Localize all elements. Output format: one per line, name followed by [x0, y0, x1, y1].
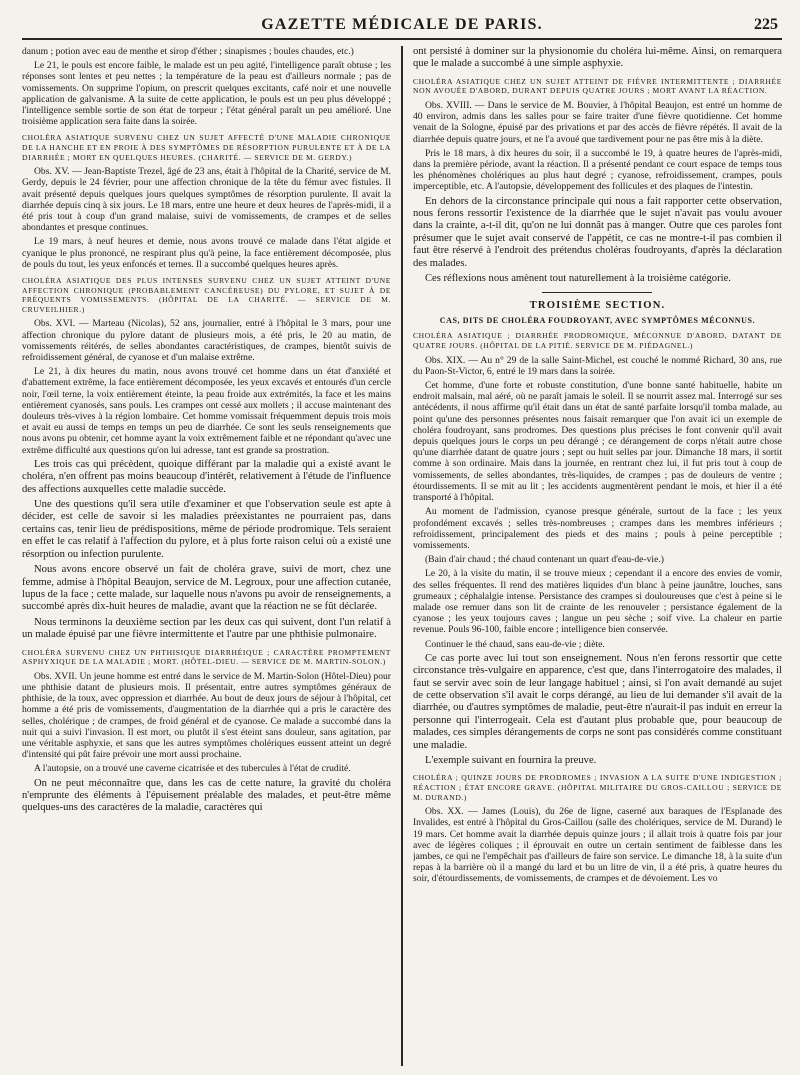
- paragraph: Pris le 18 mars, à dix heures du soir, il a succombé le 19, à quatre heures de l'après-midi, dans la première période, avant la réaction. Il a présenté pendant ce court espace de temps tous les phénomènes cholériques au plus haut degré ; cyanose, refroidissement, crampes, pouls imperceptible, etc. A l'autopsie, développement des follicules et des plaques de l'intestin.: [412, 147, 782, 193]
- paragraph: L'exemple suivant en fournira la preuve.: [424, 754, 597, 766]
- paragraph: Les trois cas qui précèdent, quoique différant par la maladie qui a existé avant le choléra, n'en offrent pas moins beaucoup d'intérêt, relativement à l'étude de l'influence des affections auxquelles cette maladie succède.: [22, 458, 392, 495]
- page-number: 225: [754, 16, 778, 33]
- paragraph: Obs. XVIII. — Dans le service de M. Bouvier, à l'hôpital Beaujon, est entré un homme de 40 environ, admis dans les salles pour se faire traiter d'une fièvre quotidienne. Cet homme venait de la Sologne, épuisé par des privations et par des accès de fièvre répétés. Il avait de la diarrhée depuis quatre jours, et ne l'a avoué que tardivement pour ne pas être mis à la diète.: [412, 100, 782, 145]
- case-heading: CHOLÉRA ASIATIQUE SURVENU CHEZ UN SUJET AFFECTÉ D'UNE MALADIE CHRONIQUE DE LA HANCHE ET EN PROIE À DES SYMPTÔMES DE RÉSORPTION PURULENTE ET À DE LA DIARRHÉE ; MORT EN QUELQUES HEURES. (CHARITÉ. — SERVICE DE M. GERDY.): [22, 133, 392, 162]
- case-heading: CHOLÉRA SURVENU CHEZ UN PHTHISIQUE DIARRHÉIQUE ; CARACTÈRE PROMPTEMENT ASPHYXIQUE DE LA MALADIE ; MORT. (HÔTEL-DIEU. — SERVICE DE M. MARTIN-SOLON.): [22, 647, 392, 667]
- paragraph: Obs. XVI. — Marteau (Nicolas), 52 ans, journalier, entré à l'hôpital le 3 mars, pour une affection chronique du pylore datant de plusieurs mois, a été pris, le 20 au matin, de vomissements réitérés, de selles abondantes caractéristiques, de crampes, bientôt suivis de refroidissement général, de cyanose et d'un malaise extrême.: [22, 318, 392, 364]
- paragraph: Continuer le thé chaud, sans eau-de-vie ; diète.: [424, 638, 605, 650]
- section-rule: [542, 292, 652, 293]
- paragraph: On ne peut méconnaître que, dans les cas de cette nature, la gravité du choléra n'emprunte des éléments à l'épuisement préalable des malades, et peut-être même quelques-uns des caractères de la maladie, caractères qui: [22, 777, 392, 814]
- paragraph: Obs. XVII. Un jeune homme est entré dans le service de M. Martin-Solon (Hôtel-Dieu) pour une phthisie datant de plusieurs mois. Il présentait, entre autres symptômes généraux de phthisie, de la toux, avec oppression et diarrhée. Au bout de deux jours de séjour à l'hôpital, cet homme a été pris de vomissements, d'augmentation de la diarrhée qui a pris le caractère des selles, cholérique ; de crampes, de froid général et de cyanose. Ce malade a succombé dans la nuit qui a suivi l'invasion. Il est mort, ou plutôt il s'est éteint sans douleur, sans agitation, par une véritable asphyxie, et sans que les autres symptômes cholériques eussent atteint un degré d'intensité qui pût faire prévoir une mort aussi prochaine.: [22, 670, 392, 761]
- text-columns: [22, 46, 782, 1066]
- paragraph: Le 21, le pouls est encore faible, le malade est un peu agité, l'intelligence paraît obtuse ; les réponses sont lentes et peu nettes ; la température de la peau est d'ailleurs normale ; pas de vomissements. On supprime l'opium, on prescrit quelques excitants, café noir et une nouvelle application de galvanisme. A la suite de cette application, le pouls est un peu plus développé ; l'intelligence semble sortie de son état de torpeur ; l'état général paraît un peu amélioré. Une troisième application sera faite dans la soirée.: [22, 60, 392, 128]
- paragraph: Obs. XV. — Jean-Baptiste Trezel, âgé de 23 ans, était à l'hôpital de la Charité, service de M. Gerdy, depuis le 24 février, pour une affection chronique de la tête du fémur avec fistules. Il avait présenté depuis quelques jours quelques symptômes de résorption purulente. Il avait la diarrhée depuis cinq à six jours. Le 18 mars, entre une heure et deux heures de l'après-midi, il a été pris tout à coup d'un grand malaise, suivi de vomissements, de crampes et de selles abondantes et presque continues.: [22, 166, 392, 234]
- journal-title: GAZETTE MÉDICALE DE PARIS.: [261, 16, 543, 33]
- paragraph: Cet homme, d'une forte et robuste constitution, d'une bonne santé habituelle, habite un endroit malsain, mal aéré, où ne paraît jamais le soleil. Il se nourrit assez mal. Interrogé sur ses antécédents, il nous affirme qu'il était dans un état de santé parfaite lorsqu'il tomba malade, au point qu'une des personnes présentes nous faisait remarquer que l'on avait ici un exemple de choléra foudroyant, sans prodromes. Des questions plus précises le font convenir qu'il avait depuis quelques jours le corps un peu dérangé ; ce dérangement de corps n'était autre chose qu'une diarrhée datant de quatre jours ; sept ou huit selles par jour. Dimanche 18 mars, il sortit comme à son ordinaire. Mais dans la journée, en rentrant chez lui, il fut pris tout à coup de vomissements, de selles abondantes, très-liquides, de crampes ; pas de douleurs de ventre ; étourdissements. Il se mit au lit ; les accidents augmentèrent pendant le mois, et hier il a été transporté à l'hôpital.: [412, 380, 782, 504]
- paragraph: Au moment de l'admission, cyanose presque générale, surtout de la face ; les yeux profondément excavés ; selles très-nombreuses ; crampes dans les membres inférieurs ; refroidissement, principalement des pieds et des mains ; pouls à peine perceptible ; vomissements.: [412, 506, 782, 551]
- paragraph: En dehors de la circonstance principale qui nous a fait rapporter cette observation, nous ferons ressortir l'existence de la diarrhée que le sujet n'avait pas voulu avouer dans la crainte, a-t-il dit, qu'on ne lui donnât pas à manger. Outre que ces paroles font présumer que le sujet avait conservé de l'appétit, ce cas ne montre-t-il pas combien il faut être réservé à l'endroit des prétendus choléras foudroyants, d'après la déclaration des malades.: [412, 195, 782, 269]
- paragraph: Ce cas porte avec lui tout son enseignement. Nous n'en ferons ressortir que cette circonstance très-vulgaire en apparence, c'est que, dans l'interrogatoire des malades, il faut se servir avec soin de leur langage habituel ; ainsi, si l'on avait demandé au sujet de cette observation s'il avait le corps dérangé, au lieu de lui demander s'il avait de la diarrhée, ou d'autres symptômes de maladie, peut-être n'aurait-il pas induit en erreur la personne qui l'interrogeait. Cela est d'autant plus probable que, pour beaucoup de malades, ces simples dérangements de corps ne sont pas considérés comme constituant une maladie.: [412, 652, 782, 751]
- case-heading: CHOLÉRA ASIATIQUE CHEZ UN SUJET ATTEINT DE FIÈVRE INTERMITTENTE ; DIARRHÉE NON AVOUÉE D'ABORD, DURANT DEPUIS QUATRE JOURS ; MORT AVANT LA RÉACTION.: [412, 76, 782, 96]
- paragraph: Le 21, à dix heures du matin, nous avons trouvé cet homme dans un état d'anxiété et d'abattement extrême, la face entièrement décomposée, les yeux excavés et entourés d'un cercle noir, l'œil terne, la voix entièrement éteinte, la peau froide aux extrémités, la face et les mains entièrement cyanosés, sans pouls. Les crampes ont cessé aux mollets ; il accuse maintenant des douleurs très-vives à la région lombaire. Cet homme vomissait fréquemment depuis trois mois et avait eu aussi de temps en temps un peu de diarrhée. Ce sont les seuls renseignements que nous avons pu obtenir, cet homme ayant la voix extrêmement faible et ne répondant qu'avec une extrême difficulté aux questions qu'on lui adresse, tant est grande sa prostration.: [22, 366, 392, 456]
- right-column: [413, 46, 782, 1066]
- paragraph: ont persisté à dominer sur la physionomie du choléra lui-même. Ainsi, on remarquera que le malade a succombé à une simple asphyxie.: [412, 46, 782, 70]
- paragraph: A l'autopsie, on a trouvé une caverne cicatrisée et des tubercules à l'état de crudité.: [34, 763, 351, 775]
- page-header: [22, 14, 782, 40]
- paragraph: Ces réflexions nous amènent tout naturellement à la troisième catégorie.: [424, 273, 731, 285]
- paragraph: Obs. XX. — James (Louis), du 26e de ligne, caserné aux baraques de l'Esplanade des Invalides, est entré à l'hôpital du Gros-Caillou (salle des cholériques, service de M. Durand) le 19 mars. Cet homme avait la diarrhée depuis quinze jours ; il allait trois à quatre fois par jour avec de légères coliques ; il éprouvait en outre un certain sentiment de faiblesse dans les jambes, ce qui ne l'empêchait pas d'ailleurs de faire son service. Le dimanche 18, à la suite d'un repas à la barrière où il a mangé du lard et bu un litre de vin, il a été pris, à quatre heures du soir, d'étourdissements, de vomissements, de crampes et de dévoiement. Les vo: [412, 806, 782, 885]
- case-heading: CHOLÉRA ASIATIQUE ; DIARRHÉE PRODROMIQUE, MÉCONNUE D'ABORD, DATANT DE QUATRE JOURS. (HÔPITAL DE LA PITIÉ. SERVICE DE M. PIÉDAGNEL.): [412, 331, 782, 351]
- case-heading: CHOLÉRA ; QUINZE JOURS DE PRODROMES ; INVASION A LA SUITE D'UNE INDIGESTION ; RÉACTION ; ÉTAT ENCORE GRAVE. (HÔPITAL MILITAIRE DU GROS-CAILLOU ; SERVICE DE M. DURAND.): [412, 773, 782, 802]
- section-subtitle: CAS, DITS DE CHOLÉRA FOUDROYANT, AVEC SYMPTÔMES MÉCONNUS.: [439, 316, 756, 326]
- paragraph: Obs. XIX. — Au n° 29 de la salle Saint-Michel, est couché le nommé Richard, 30 ans, rue du Paon-St-Victor, 6, entré le 19 mars dans la soirée.: [412, 354, 782, 377]
- paragraph: Nous avons encore observé un fait de choléra grave, suivi de mort, chez une femme, admise à l'hôpital Beaujon, service de M. Legroux, pour une affection cutanée, lupus de la face ; cette malade, sur laquelle nous n'avons pu avoir de renseignements, a succombé après dix-huit heures de maladie, avant que la réaction ne se fût déclarée.: [22, 564, 392, 613]
- paragraph: Une des questions qu'il sera utile d'examiner et que l'observation seule est apte à décider, est celle de savoir si les maladies préexistantes ne pourraient pas, dans certains cas, tenir lieu de prédispositions, même de période prodromique. Tels seraient en effet le cas relatif à l'affection du pylore, et à plus forte raison celui où a existé une résorption ou infection purulente.: [22, 499, 392, 560]
- paragraph: Nous terminons la deuxième section par les deux cas qui suivent, dont l'un relatif à un malade épuisé par une fièvre intermittente et l'autre par une phthisie pulmonaire.: [22, 616, 392, 641]
- paragraph: Le 20, à la visite du matin, il se trouve mieux ; cependant il a encore des envies de vomir, des selles fréquentes. Il rend des matières liquides d'un blanc à peine jaunâtre, louches, sans grumeaux ; céphalalgie intense. Persistance des crampes si douloureuses que c'est à peine si le malade ose remuer dans son lit de crainte de les renouveler ; persistance également de la cyanose ; les yeux toujours caves ; langue un peu sèche ; soif vive. La chaleur en partie revenue. Pouls 96-100, faible encore ; intelligence bien conservée.: [412, 568, 782, 636]
- left-column: [22, 46, 391, 1066]
- column-divider: [401, 46, 403, 1066]
- paragraph: Le 19 mars, à neuf heures et demie, nous avons trouvé ce malade dans l'état algide et cyanique le plus prononcé, ne respirant plus qu'à peine, la face entièrement décomposée, plus de pouls du tout, les yeux enfoncés et ternes. Il a succombé quelques heures après.: [22, 236, 392, 270]
- paragraph: (Bain d'air chaud ; thé chaud contenant un quart d'eau-de-vie.): [424, 554, 664, 566]
- case-heading: CHOLÉRA ASIATIQUE DES PLUS INTENSES SURVENU CHEZ UN SUJET ATTEINT D'UNE AFFECTION CHRONIQUE (PROBABLEMENT CANCÉREUSE) DU PYLORE, ET SUJET À DE FRÉQUENTS VOMISSEMENTS. (HÔPITAL DE LA CHARITÉ. — SERVICE DE M. CRUVEILHIER.): [22, 276, 392, 314]
- section-title: TROISIÈME SECTION.: [529, 300, 666, 312]
- paragraph: danum ; potion avec eau de menthe et sirop d'éther ; sinapismes ; boules chaudes, etc.): [22, 46, 354, 57]
